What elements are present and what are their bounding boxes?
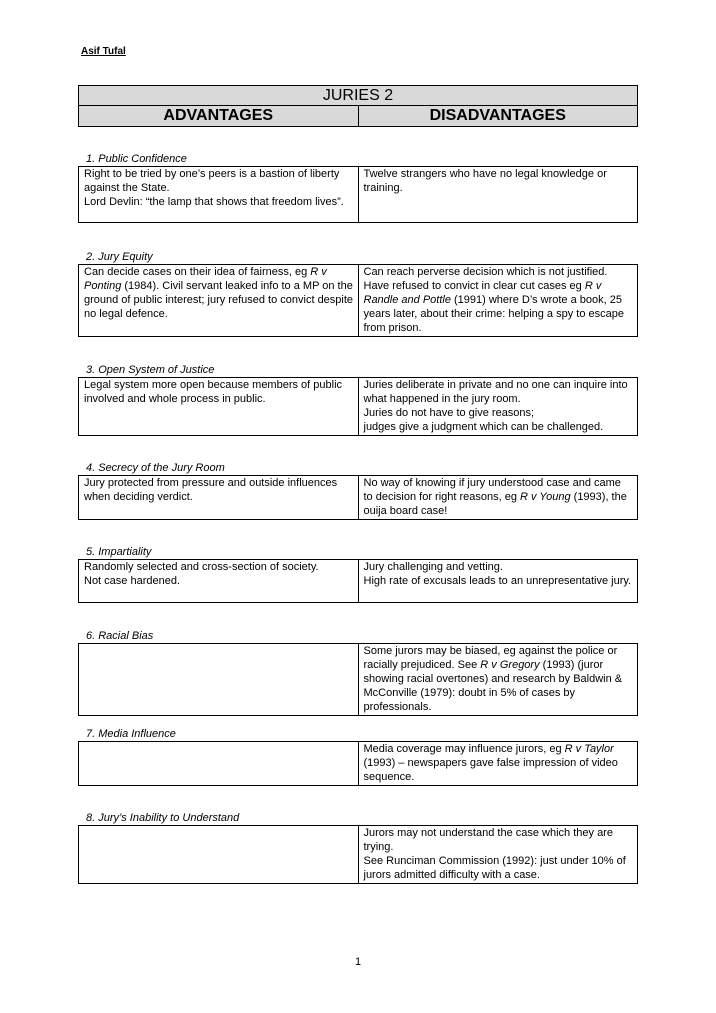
- section-jury-equity: [78, 251, 638, 337]
- section-table: [78, 264, 638, 337]
- disadvantages-heading: DISADVANTAGES: [358, 106, 638, 127]
- page-number: 1: [354, 956, 362, 968]
- section-racial-bias: [78, 630, 638, 716]
- disadvantage-text: No way of knowing if jury understood case and came to decision for right reasons, eg R v Young (1993), the ouija board case!: [363, 477, 627, 517]
- section-title: 8. Jury’s Inability to Understand: [86, 812, 240, 824]
- advantages-cell: [79, 826, 359, 884]
- section-title: 5. Impartiality: [86, 546, 152, 558]
- advantage-text: Can decide cases on their idea of fairness, eg R v Ponting (1984). Civil servant leaked info to a MP on the ground of public interest; jury refused to convict despite no legal defence.: [84, 266, 354, 320]
- disadvantages-cell: [358, 560, 638, 603]
- advantage-text: Legal system more open because members of public involved and whole process in public.: [84, 379, 343, 405]
- disadvantages-cell: [358, 644, 638, 716]
- disadvantage-text: Can reach perverse decision which is not justified. Have refused to convict in clear cut cases eg R v Randle and Pottle (1991) where D’s wrote a book, 25 years later, about their crime: helping a spy to escape from prison.: [363, 266, 624, 334]
- disadvantages-cell: [358, 742, 638, 786]
- section-title: 2. Jury Equity: [86, 251, 153, 263]
- disadvantages-cell: [358, 167, 638, 223]
- section-table: [78, 377, 638, 436]
- advantage-text: Not case hardened.: [84, 575, 181, 587]
- disadvantage-text: Juries do not have to give reasons;: [363, 407, 535, 419]
- advantages-cell: [79, 167, 359, 223]
- disadvantage-text: Twelve strangers who have no legal knowledge or training.: [363, 168, 607, 194]
- disadvantages-cell: [358, 265, 638, 337]
- disadvantage-text: judges give a judgment which can be challenged.: [363, 421, 604, 433]
- advantages-cell: [79, 560, 359, 603]
- advantages-cell: [79, 644, 359, 716]
- section-media-influence: [78, 728, 638, 786]
- section-table: [78, 475, 638, 520]
- section-table: [78, 741, 638, 786]
- disadvantage-text: Juries deliberate in private and no one can inquire into what happened in the jury room.: [363, 379, 628, 405]
- section-table: [78, 825, 638, 884]
- advantages-cell: [79, 742, 359, 786]
- advantages-cell: [79, 476, 359, 520]
- section-secrecy: [78, 462, 638, 520]
- disadvantage-text: Jury challenging and vetting.: [363, 561, 503, 573]
- disadvantages-cell: [358, 476, 638, 520]
- section-table: [78, 559, 638, 603]
- section-title: 7. Media Influence: [86, 728, 176, 740]
- disadvantages-cell: [358, 826, 638, 884]
- disadvantage-text: Media coverage may influence jurors, eg R v Taylor (1993) – newspapers gave false impression of video sequence.: [363, 743, 618, 783]
- advantage-text: Right to be tried by one’s peers is a bastion of liberty against the State.: [84, 168, 340, 194]
- advantage-text: Randomly selected and cross-section of society.: [84, 561, 319, 573]
- header-table: [78, 85, 638, 127]
- disadvantage-text: Jurors may not understand the case which they are trying.: [363, 827, 613, 853]
- section-open-system: [78, 364, 638, 436]
- disadvantages-cell: [358, 378, 638, 436]
- advantages-cell: [79, 378, 359, 436]
- advantages-heading: ADVANTAGES: [79, 106, 359, 127]
- section-title: 3. Open System of Justice: [86, 364, 215, 376]
- page-title: JURIES 2: [79, 86, 638, 106]
- section-inability-to-understand: [78, 812, 638, 884]
- section-table: [78, 166, 638, 223]
- advantages-cell: [79, 265, 359, 337]
- disadvantage-text: See Runciman Commission (1992): just under 10% of jurors admitted difficulty with a case.: [363, 855, 626, 881]
- section-table: [78, 643, 638, 716]
- advantage-text: Jury protected from pressure and outside influences when deciding verdict.: [84, 477, 338, 503]
- section-impartiality: [78, 546, 638, 603]
- disadvantage-text: Some jurors may be biased, eg against the police or racially prejudiced. See R v Gregory (1993) (juror showing racial overtones) and research by Baldwin & McConville (1979): doubt in 5% of cases by professionals.: [363, 645, 623, 713]
- advantage-text: Lord Devlin: “the lamp that shows that freedom lives”.: [84, 196, 344, 208]
- section-public-confidence: [78, 153, 638, 223]
- section-title: 4. Secrecy of the Jury Room: [86, 462, 225, 474]
- section-title: 1. Public Confidence: [86, 153, 187, 165]
- section-title: 6. Racial Bias: [86, 630, 154, 642]
- disadvantage-text: High rate of excusals leads to an unrepresentative jury.: [363, 575, 632, 587]
- author-name: Asif Tufal: [81, 46, 126, 57]
